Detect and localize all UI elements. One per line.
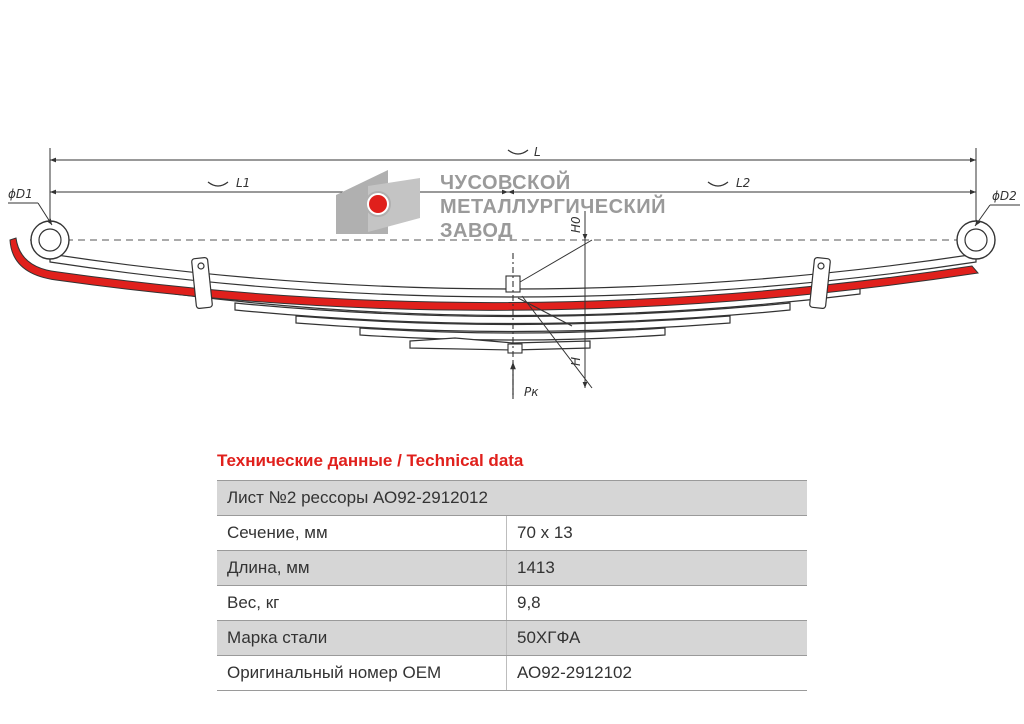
- row-label: Длина, мм: [217, 551, 507, 586]
- company-logo: [336, 170, 666, 242]
- logo-line-3: ЗАВОД: [440, 220, 513, 242]
- label-h0: H0: [569, 216, 583, 233]
- table-row: [217, 621, 807, 656]
- label-pk: Pк: [524, 385, 539, 399]
- logo-line-1: ЧУСОВСКОЙ: [440, 172, 571, 194]
- logo-line-2: МЕТАЛЛУРГИЧЕСКИЙ: [440, 196, 666, 218]
- row-value: АО92-2912102: [507, 656, 808, 691]
- technical-data-table: [217, 480, 807, 691]
- table-row: [217, 656, 807, 691]
- label-l2: L2: [736, 176, 751, 190]
- label-l: L: [534, 145, 541, 159]
- label-l1: L1: [236, 176, 251, 190]
- technical-data-title: Технические данные / Technical data: [217, 451, 524, 470]
- table-header-row: [217, 481, 807, 516]
- row-value: 9,8: [507, 586, 808, 621]
- row-label: Вес, кг: [217, 586, 507, 621]
- logo-red-dot: [369, 195, 387, 213]
- row-value: 50ХГФА: [507, 621, 808, 656]
- table-row: [217, 516, 807, 551]
- row-label: Сечение, мм: [217, 516, 507, 551]
- row-label: Марка стали: [217, 621, 507, 656]
- table-row: [217, 586, 807, 621]
- label-d2: ϕD2: [992, 189, 1017, 203]
- load-arrow: [513, 362, 539, 399]
- row-value: 70 х 13: [507, 516, 808, 551]
- row-label: Оригинальный номер ОЕМ: [217, 656, 507, 691]
- row-value: 1413: [507, 551, 808, 586]
- label-h: H: [569, 356, 583, 366]
- label-d1: ϕD1: [8, 187, 33, 201]
- table-row: [217, 551, 807, 586]
- table-header-cell: Лист №2 рессоры АО92-2912012: [217, 481, 807, 516]
